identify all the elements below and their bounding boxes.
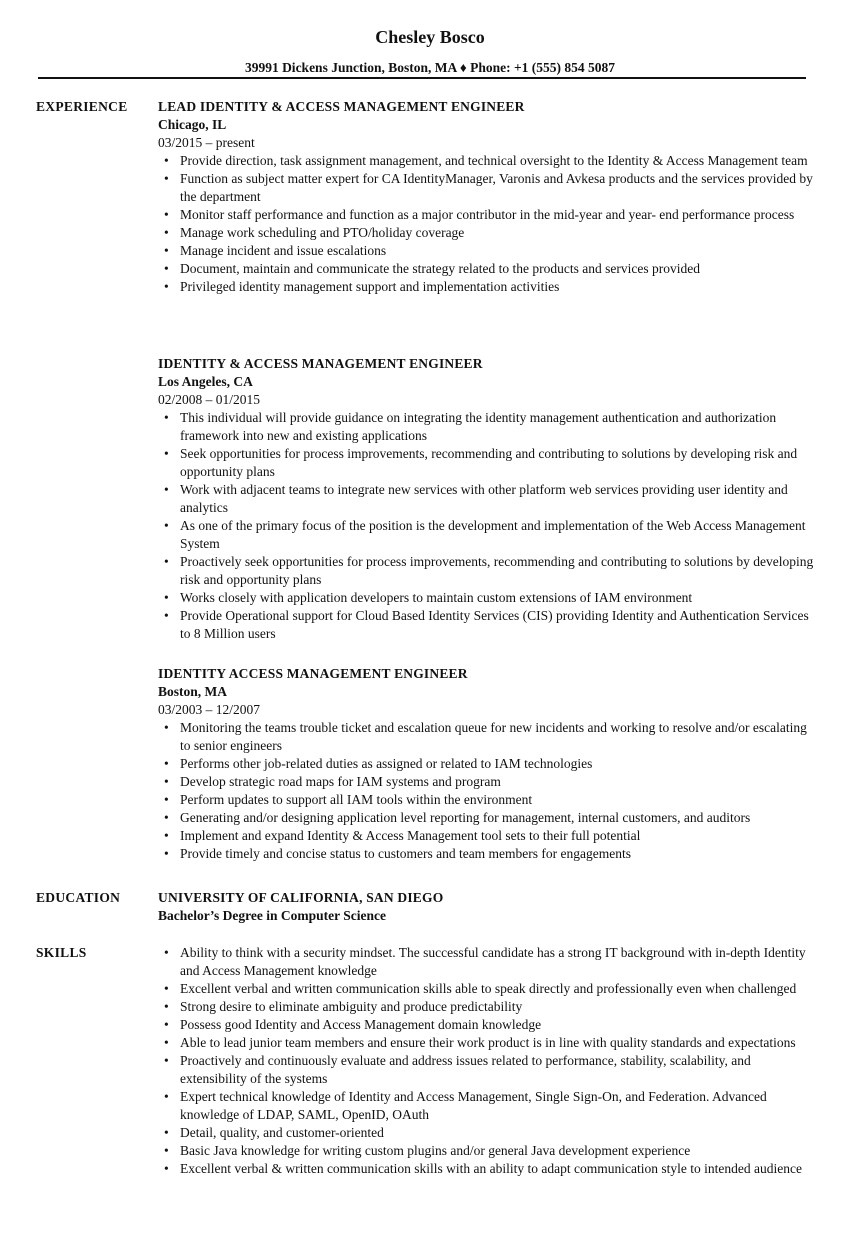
education-degree: Bachelor’s Degree in Computer Science — [158, 908, 386, 923]
job-bullets — [158, 719, 818, 863]
job-bullet: • This individual will provide guidance on integrating the identity management authentication and authorization framework into new and existing applications — [158, 409, 818, 445]
job-1 — [158, 98, 818, 296]
job-bullets — [158, 409, 818, 643]
education-entry — [158, 889, 818, 925]
job-bullet: • Seek opportunities for process improvements, recommending and contributing to solutions by developing risk and opportunity plans — [158, 445, 818, 481]
job-dates: 03/2003 – 12/2007 — [158, 702, 261, 717]
job-bullet: • Works closely with application developers to maintain custom extensions of IAM environment — [158, 589, 818, 607]
job-bullet: • Monitor staff performance and function as a major contributor in the mid-year and year- end performance process — [158, 206, 818, 224]
job-title: IDENTITY ACCESS MANAGEMENT ENGINEER — [158, 666, 468, 681]
job-bullet: • Privileged identity management support and implementation activities — [158, 278, 818, 296]
job-dates: 03/2015 – present — [158, 135, 255, 150]
job-location: Boston, MA — [158, 684, 228, 699]
skill-bullet: • Expert technical knowledge of Identity and Access Management, Single Sign-On, and Federation. Advanced knowledge of LDAP, SAML, OpenID, OAuth — [158, 1088, 818, 1124]
skill-bullet: • Excellent verbal & written communication skills with an ability to adapt communication style to intended audience — [158, 1160, 818, 1178]
job-title: IDENTITY & ACCESS MANAGEMENT ENGINEER — [158, 356, 483, 371]
education-school: UNIVERSITY OF CALIFORNIA, SAN DIEGO — [158, 890, 444, 905]
job-bullet: • Work with adjacent teams to integrate new services with other platform web services providing user identity and analytics — [158, 481, 818, 517]
job-bullet: • Function as subject matter expert for CA IdentityManager, Varonis and Avkesa products and the services provided by the department — [158, 170, 818, 206]
education-label: EDUCATION — [36, 890, 121, 905]
job-bullet: • Generating and/or designing application level reporting for management, internal customers, and auditors — [158, 809, 818, 827]
job-bullet: • As one of the primary focus of the position is the development and implementation of the Web Access Management System — [158, 517, 818, 553]
job-2 — [158, 355, 818, 643]
job-bullet: • Perform updates to support all IAM tools within the environment — [158, 791, 818, 809]
job-bullet: • Manage work scheduling and PTO/holiday coverage — [158, 224, 818, 242]
header-divider — [38, 77, 806, 79]
job-bullet: • Proactively seek opportunities for process improvements, recommending and contributing to solutions by developing risk and opportunity plans — [158, 553, 818, 589]
skills-label: SKILLS — [36, 945, 87, 960]
skills-entry — [158, 944, 818, 1178]
skill-bullet: • Possess good Identity and Access Management domain knowledge — [158, 1016, 818, 1034]
skill-bullet: • Basic Java knowledge for writing custom plugins and/or general Java development experience — [158, 1142, 818, 1160]
candidate-name: Chesley Bosco — [375, 27, 485, 47]
skill-bullet: • Able to lead junior team members and ensure their work product is in line with quality standards and expectations — [158, 1034, 818, 1052]
job-title: LEAD IDENTITY & ACCESS MANAGEMENT ENGINEER — [158, 99, 525, 114]
skill-bullet: • Strong desire to eliminate ambiguity and produce predictability — [158, 998, 818, 1016]
job-bullet: • Monitoring the teams trouble ticket and escalation queue for new incidents and working to resolve and/or escalating to senior engineers — [158, 719, 818, 755]
job-bullet: • Implement and expand Identity & Access Management tool sets to their full potential — [158, 827, 818, 845]
job-location: Los Angeles, CA — [158, 374, 253, 389]
job-bullet: • Provide timely and concise status to customers and team members for engagements — [158, 845, 818, 863]
job-location: Chicago, IL — [158, 117, 227, 132]
job-dates: 02/2008 – 01/2015 — [158, 392, 261, 407]
job-bullet: • Provide direction, task assignment management, and technical oversight to the Identity & Access Management team — [158, 152, 818, 170]
job-bullets — [158, 152, 818, 296]
skill-bullet: • Ability to think with a security mindset. The successful candidate has a strong IT background with in-depth Identity and Access Management knowledge — [158, 944, 818, 980]
job-bullet: • Manage incident and issue escalations — [158, 242, 818, 260]
job-bullet: • Performs other job-related duties as assigned or related to IAM technologies — [158, 755, 818, 773]
job-bullet: • Document, maintain and communicate the strategy related to the products and services provided — [158, 260, 818, 278]
skill-bullet: • Excellent verbal and written communication skills able to speak directly and professionally even when challenged — [158, 980, 818, 998]
contact-line: 39991 Dickens Junction, Boston, MA ♦ Phone: +1 (555) 854 5087 — [244, 60, 616, 75]
skill-bullet: • Proactively and continuously evaluate and address issues related to performance, stability, scalability, and extensibility of the systems — [158, 1052, 818, 1088]
job-bullet: • Develop strategic road maps for IAM systems and program — [158, 773, 818, 791]
job-3 — [158, 665, 818, 863]
job-bullet: • Provide Operational support for Cloud Based Identity Services (CIS) providing Identity and Authentication Services to 8 Million users — [158, 607, 818, 643]
skill-bullet: • Detail, quality, and customer-oriented — [158, 1124, 818, 1142]
experience-label: EXPERIENCE — [36, 99, 128, 114]
skills-bullets — [158, 944, 818, 1178]
